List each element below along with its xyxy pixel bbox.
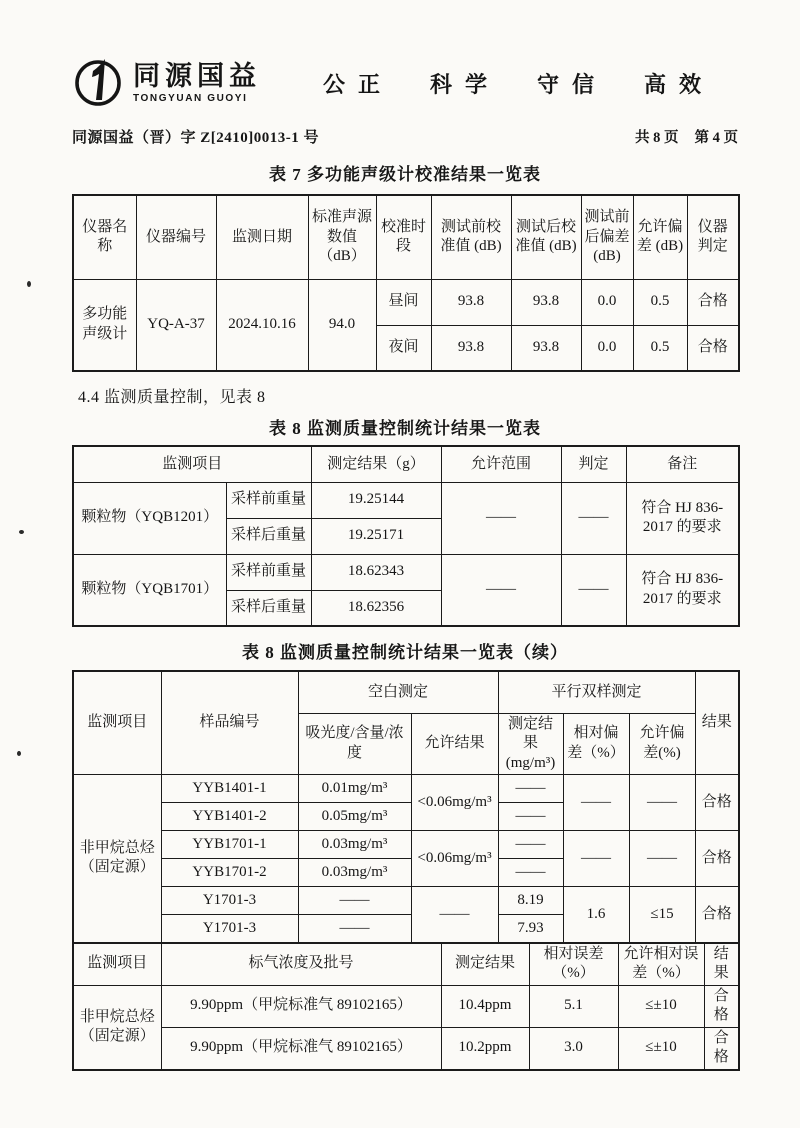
t8a-h-note: 备注 [626,446,739,482]
t8b-h-rel-dev: 相对偏差（%） [563,713,629,775]
t8c-h-gas: 标气浓度及批号 [161,943,441,986]
t7-period: 夜间 [376,325,431,371]
t8a-note: 符合 HJ 836-2017 的要求 [626,554,739,626]
t8a-item: 颗粒物（YQB1201） [73,482,226,554]
t8b-allow-dev: —— [629,831,695,887]
t8a-weight-label: 采样前重量 [226,482,311,518]
t8b-blank-value: —— [298,887,411,915]
t8b-blank-value: 0.03mg/m³ [298,831,411,859]
t8b-rel-dev: —— [563,775,629,831]
t8c-h-result: 结果 [704,943,739,986]
t8a-weight-label: 采样前重量 [226,554,311,590]
t8b-allowed: —— [411,887,498,943]
table8-cont [72,670,740,944]
table8-title: 表 8 监测质量控制统计结果一览表 [269,419,541,438]
t7-h-period: 校准时段 [376,195,431,279]
company-logo [72,54,261,113]
table8-gas [72,942,740,1071]
t8a-range: —— [441,554,561,626]
t8b-result: 合格 [695,775,739,831]
t8b-rel-dev: —— [563,831,629,887]
page-header [72,54,738,113]
t7-standard-value: 94.0 [308,279,376,371]
t7-h-allowed: 允许偏差 (dB) [633,195,687,279]
t7-h-deviation: 测试前后偏差 (dB) [581,195,633,279]
t7-after: 93.8 [511,279,581,325]
t8b-h-parallel: 平行双样测定 [498,671,695,713]
t7-h-standard-value: 标准声源数值（dB） [308,195,376,279]
table8b-row [73,887,739,915]
table8c-header-row [73,943,739,986]
t8b-measured: —— [498,831,563,859]
t8b-sample: YYB1701-2 [161,859,298,887]
table7-calibration [72,194,740,372]
t8b-allowed: <0.06mg/m³ [411,831,498,887]
t7-date: 2024.10.16 [216,279,308,371]
doc-number: 同源国益（晋）字 Z[2410]0013-1 号 [72,130,319,146]
t8c-error: 5.1 [529,985,618,1027]
t8a-judge: —— [561,554,626,626]
t8b-allow-dev: —— [629,775,695,831]
t8b-sample: YYB1401-1 [161,775,298,803]
t8b-item: 非甲烷总烃（固定源） [73,775,161,943]
table8b-header-row1 [73,671,739,713]
t8a-weight-value: 19.25144 [311,482,441,518]
slogan-word: 科学 [430,72,501,97]
t8a-weight-value: 18.62356 [311,590,441,626]
t7-h-date: 监测日期 [216,195,308,279]
t8b-h-allowed-result: 允许结果 [411,713,498,775]
t8b-measured: 7.93 [498,915,563,943]
t7-allowed: 0.5 [633,325,687,371]
t8c-h-allow-error: 允许相对误差（%） [618,943,704,986]
t7-instrument-no: YQ-A-37 [136,279,216,371]
t8c-result: 合格 [704,1027,739,1070]
page-current: 第 4 页 [694,130,738,146]
t8b-h-measured: 测定结果 (mg/m³) [498,713,563,775]
table7-title: 表 7 多功能声级计校准结果一览表 [269,165,541,184]
t8b-measured: 8.19 [498,887,563,915]
t8b-result: 合格 [695,831,739,887]
pages-total: 共 8 页 [635,130,679,146]
slogan-word: 公正 [323,72,394,97]
section-4-4-heading: 4.4 监测质量控制，见表 8 [78,389,266,406]
table8c-row [73,985,739,1027]
t7-h-before: 测试前校准值 (dB) [431,195,511,279]
t7-before: 93.8 [431,279,511,325]
t8c-h-rel-error: 相对误差（%） [529,943,618,986]
t8c-gas: 9.90ppm（甲烷标准气 89102165） [161,1027,441,1070]
t8a-h-result: 测定结果（g） [311,446,441,482]
t8a-h-range: 允许范围 [441,446,561,482]
t8b-blank-value: 0.05mg/m³ [298,803,411,831]
t8a-item: 颗粒物（YQB1701） [73,554,226,626]
t8b-blank-value: —— [298,915,411,943]
t7-allowed: 0.5 [633,279,687,325]
t8b-h-sample: 样品编号 [161,671,298,775]
t8c-allowed: ≤±10 [618,1027,704,1070]
logo-circle-one-icon [72,54,124,113]
t8b-h-blank: 空白测定 [298,671,498,713]
logo-text [133,63,261,104]
t7-h-after: 测试后校准值 (dB) [511,195,581,279]
t7-result: 合格 [687,279,739,325]
logo-title: 同源国益 [133,61,261,91]
t8c-h-item: 监测项目 [73,943,161,986]
t8b-rel-dev: 1.6 [563,887,629,943]
t8c-gas: 9.90ppm（甲烷标准气 89102165） [161,985,441,1027]
t7-deviation: 0.0 [581,325,633,371]
t7-deviation: 0.0 [581,279,633,325]
t8b-h-absorbance: 吸光度/含量/浓度 [298,713,411,775]
table8b-row [73,775,739,803]
t7-h-judge: 仪器判定 [687,195,739,279]
t8b-allow-dev: ≤15 [629,887,695,943]
t8a-weight-label: 采样后重量 [226,590,311,626]
slogan-word: 高效 [644,72,715,97]
t8b-allowed: <0.06mg/m³ [411,775,498,831]
t8a-h-judge: 判定 [561,446,626,482]
table8b-row [73,831,739,859]
t8c-allowed: ≤±10 [618,985,704,1027]
slogan-row [323,68,715,99]
t8a-weight-value: 18.62343 [311,554,441,590]
table8-qc [72,445,740,627]
table8-row [73,554,739,590]
t8b-blank-value: 0.03mg/m³ [298,859,411,887]
table8-cont-title: 表 8 监测质量控制统计结果一览表（续） [242,643,568,662]
t8b-measured: —— [498,803,563,831]
t8b-h-item: 监测项目 [73,671,161,775]
t8c-error: 3.0 [529,1027,618,1070]
t7-after: 93.8 [511,325,581,371]
t7-h-instrument-no: 仪器编号 [136,195,216,279]
t8c-measured: 10.2ppm [441,1027,529,1070]
t8b-sample: YYB1701-1 [161,831,298,859]
slogan-word: 守信 [537,72,608,97]
page-count [635,126,738,147]
t8a-judge: —— [561,482,626,554]
scan-speck [27,281,31,287]
t8c-item: 非甲烷总烃（固定源） [73,985,161,1070]
t8b-measured: —— [498,859,563,887]
t7-result: 合格 [687,325,739,371]
t8c-measured: 10.4ppm [441,985,529,1027]
t8a-range: —— [441,482,561,554]
table7-header-row [73,195,739,279]
scan-speck [19,530,24,534]
t8b-measured: —— [498,775,563,803]
t7-before: 93.8 [431,325,511,371]
t8a-h-item: 监测项目 [73,446,311,482]
t8b-sample: Y1701-3 [161,915,298,943]
t8c-h-measured: 测定结果 [441,943,529,986]
t8b-h-allow-dev: 允许偏差(%) [629,713,695,775]
t8b-blank-value: 0.01mg/m³ [298,775,411,803]
t7-instrument: 多功能声级计 [73,279,136,371]
scan-speck [17,751,21,756]
t8a-weight-label: 采样后重量 [226,518,311,554]
table7-row-day [73,279,739,325]
t8b-sample: YYB1401-2 [161,803,298,831]
t8b-result: 合格 [695,887,739,943]
t8b-h-result: 结果 [695,671,739,775]
doc-meta-row [72,126,738,147]
t8b-sample: Y1701-3 [161,887,298,915]
table8c-row [73,1027,739,1070]
logo-subtitle: TONGYUAN GUOYI [133,93,248,104]
table8-row [73,482,739,518]
t8c-result: 合格 [704,985,739,1027]
t8a-weight-value: 19.25171 [311,518,441,554]
t7-period: 昼间 [376,279,431,325]
t7-h-instrument-name: 仪器名称 [73,195,136,279]
table8-header-row [73,446,739,482]
t8a-note: 符合 HJ 836-2017 的要求 [626,482,739,554]
